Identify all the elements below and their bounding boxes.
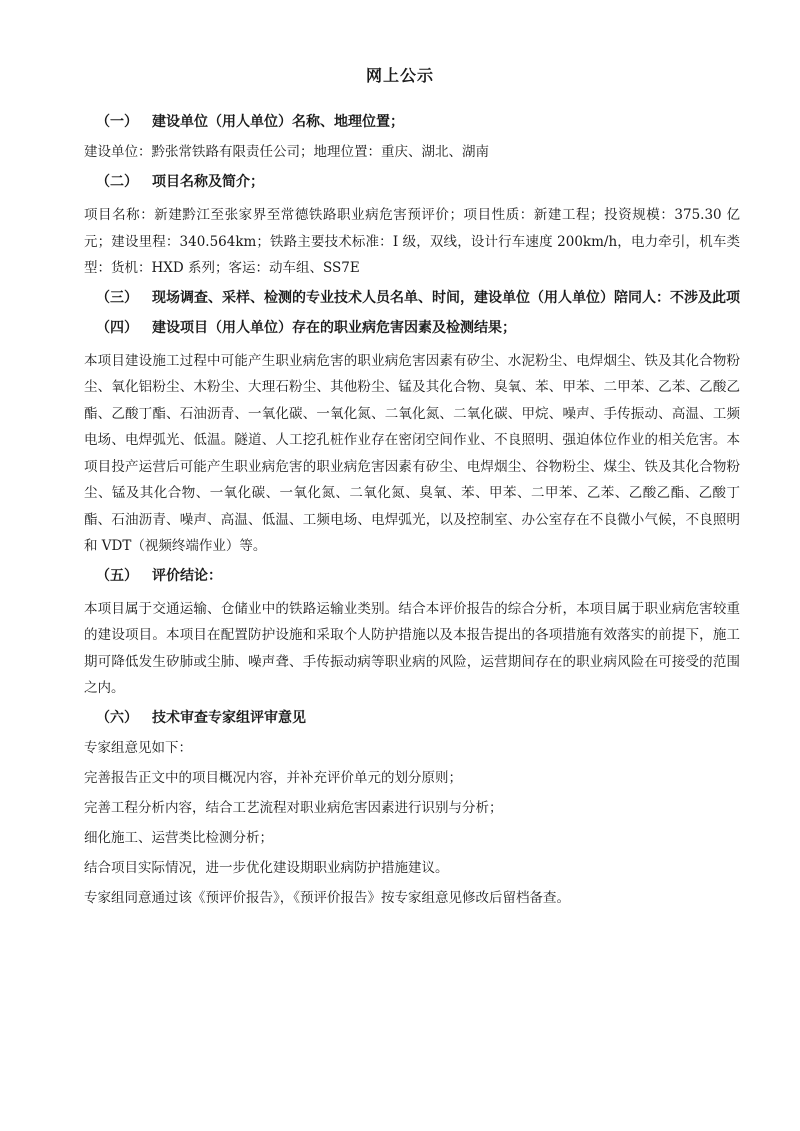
section-1-title: 建设单位（用人单位）名称、地理位置； [152,114,404,130]
section-1-number: （一） [96,114,138,130]
expert-opinion-item-2: 完善工程分析内容，结合工艺流程对职业病危害因素进行识别与分析； [84,799,503,816]
section-4-paragraph: 本项目建设施工过程中可能产生职业病危害的职业病危害因素有矽尘、水泥粉尘、电焊烟尘、铁及其化合物粉尘、氧化铝粉尘、木粉尘、大理石粉尘、其他粉尘、锰及其化合物、臭氧、苯、甲苯、二甲苯、乙苯、乙酸乙酯、乙酸丁酯、石油沥青、一氧化碳、一氧化氮、二氧化氮、二氧化碳、甲烷、噪声、手传振动、高温、工频电场、电焊弧光、低温。隧道、人工挖孔桩作业存在密闭空间作业、不良照明、强迫体位作业的相关危害。本项目投产运营后可能产生职业病危害的职业病危害因素有矽尘、电焊烟尘、谷物粉尘、煤尘、铁及其化合物粉尘、锰及其化合物、一氧化碳、一氧化氮、二氧化氮、臭氧、苯、甲苯、二甲苯、乙苯、乙酸乙酯、乙酸丁酯、石油沥青、噪声、高温、低温、工频电场、电焊弧光，以及控制室、办公室存在不良微小气候，不良照明和 VDT（视频终端作业）等。 [84,352,740,554]
section-6-number: （六） [96,709,138,726]
section-4-number: （四） [96,319,138,336]
section-3-title: 现场调查、采样、检测的专业技术人员名单、时间，建设单位（用人单位）陪同人：不涉及此项 [152,289,740,306]
section-2-paragraph: 项目名称：新建黔江至张家界至常德铁路职业病危害预评价；项目性质：新建工程；投资规模：375.30 亿元；建设里程：340.564km；铁路主要技术标准：I 级，双线，设计行车速度 200km/h，电力牵引，机车类型：货机：HXD 系列；客运：动车组、SS7E [84,207,740,276]
expert-opinion-conclusion: 专家组同意通过该《预评价报告》，《预评价报告》按专家组意见修改后留档备查。 [84,889,570,906]
document-title: 网上公示 [365,66,434,85]
section-3-number: （三） [96,289,138,306]
expert-opinion-item-4: 结合项目实际情况，进一步优化建设期职业病防护措施建议。 [84,859,449,876]
section-5-title: 评价结论： [152,567,222,584]
section-5-heading [84,566,740,586]
section-5-paragraph: 本项目属于交通运输、仓储业中的铁路运输业类别。结合本评价报告的综合分析，本项目属于职业病危害较重的建设项目。本项目在配置防护设施和采取个人防护措施以及本报告提出的各项措施有效落实的前提下，施工期可降低发生矽肺或尘肺、噪声聋、手传振动病等职业病的风险，运营期间存在的职业病风险在可接受的范围之内。 [84,600,740,696]
section-4-title: 建设项目（用人单位）存在的职业病危害因素及检测结果； [152,319,516,336]
section-1-heading [84,112,740,132]
expert-opinion-intro: 专家组意见如下： [84,739,192,756]
section-2-title: 项目名称及简介； [152,174,264,190]
document-body [84,112,740,918]
section-6-heading [84,708,740,728]
section-2-number: （二） [96,174,138,190]
section-2-heading [84,172,740,192]
section-5-number: （五） [96,567,138,584]
section-4-heading [84,318,740,338]
section-6-title: 技术审查专家组评审意见 [152,709,306,726]
section-1-paragraph: 建设单位：黔张常铁路有限责任公司；地理位置：重庆、湖北、湖南 [84,144,489,160]
expert-opinion-item-3: 细化施工、运营类比检测分析； [84,829,273,846]
expert-opinion-item-1: 完善报告正文中的项目概况内容，并补充评价单元的划分原则； [84,769,462,786]
section-3-heading [84,288,740,308]
